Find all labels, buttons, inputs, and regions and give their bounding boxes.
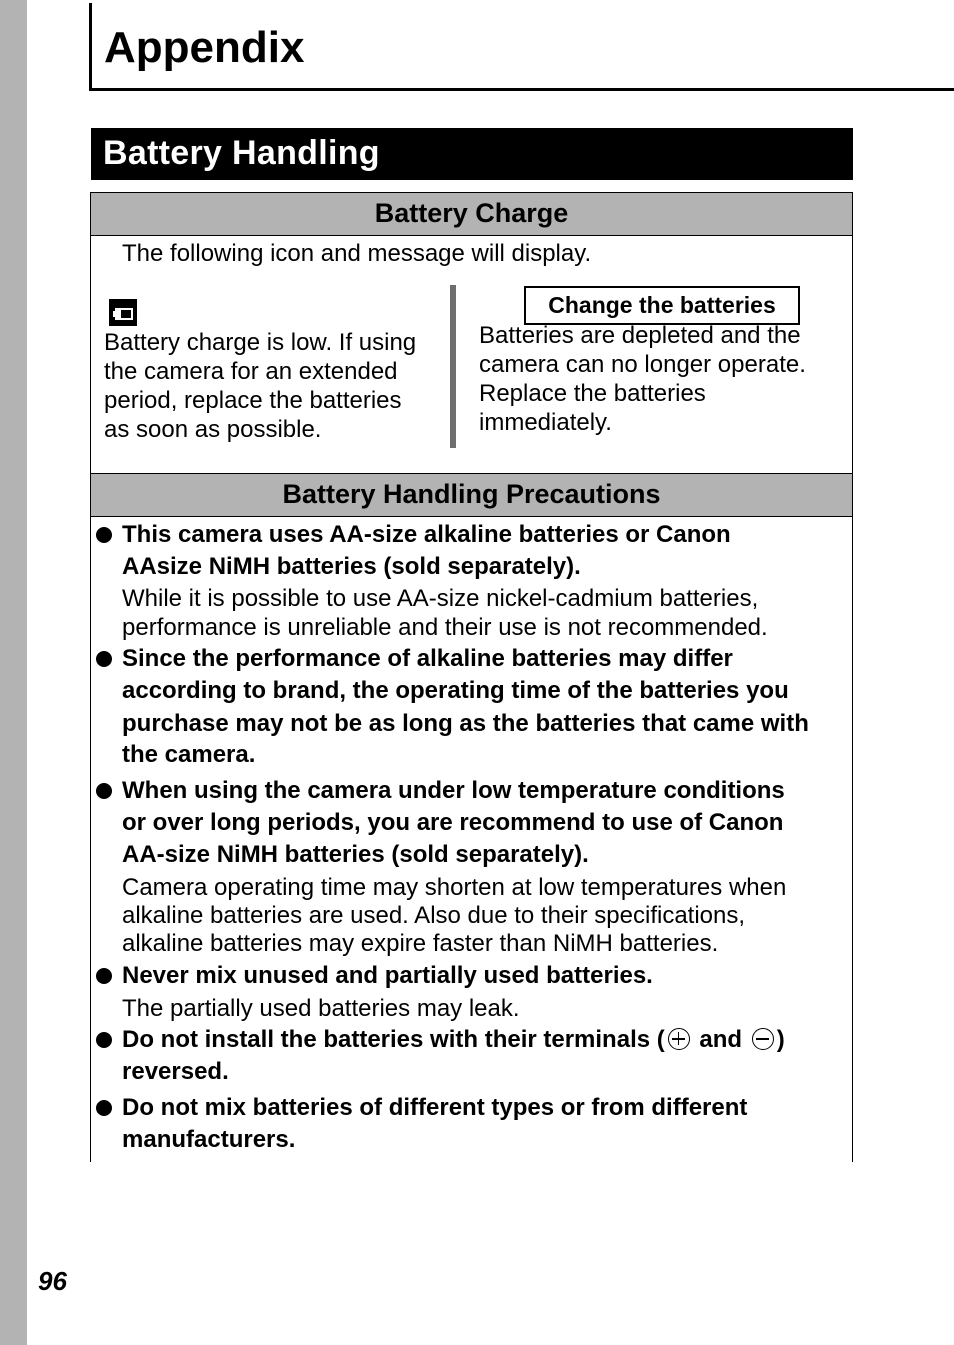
bullet-icon bbox=[96, 968, 112, 984]
precaution-bold-line: according to brand, the operating time of the batteries you bbox=[122, 677, 789, 704]
text-line: camera can no longer operate. bbox=[479, 351, 806, 378]
precaution-note-line: Camera operating time may shorten at low temperatures when bbox=[122, 874, 787, 901]
precaution-note-line: performance is unreliable and their use is not recommended. bbox=[122, 614, 768, 641]
precautions-header: Battery Handling Precautions bbox=[91, 473, 852, 517]
precaution-note-line: alkaline batteries are used. Also due to their specifications, bbox=[122, 902, 746, 929]
column-divider bbox=[450, 285, 456, 448]
battery-charge-header: Battery Charge bbox=[91, 193, 852, 236]
text-line: Replace the batteries bbox=[479, 380, 706, 407]
precaution-bold-line: When using the camera under low temperature conditions bbox=[122, 777, 785, 804]
terminals-text-and: and bbox=[699, 1026, 743, 1053]
precaution-note-line: alkaline batteries may expire faster than NiMH batteries. bbox=[122, 930, 719, 957]
precaution-bold-line: Since the performance of alkaline batteries may differ bbox=[122, 645, 733, 672]
heading-rule-vertical bbox=[89, 3, 92, 91]
chapter-title: Appendix bbox=[104, 23, 305, 72]
precaution-note-line: While it is possible to use AA-size nickel-cadmium batteries, bbox=[122, 585, 759, 612]
terminals-text-end: ) bbox=[776, 1026, 785, 1053]
page-number: 96 bbox=[38, 1266, 67, 1296]
precaution-bold-line: This camera uses AA-size alkaline batteries or Canon bbox=[122, 521, 731, 548]
low-battery-description bbox=[104, 328, 444, 444]
precaution-bold-line: reversed. bbox=[122, 1058, 229, 1085]
bullet-icon bbox=[96, 651, 112, 667]
text-line: as soon as possible. bbox=[104, 416, 322, 443]
section-title: Battery Handling bbox=[103, 134, 380, 172]
text-line: the camera for an extended bbox=[104, 358, 398, 385]
text-line: Batteries are depleted and the bbox=[479, 322, 801, 349]
precaution-note-line: The partially used batteries may leak. bbox=[122, 995, 520, 1022]
precaution-bold-line: AAsize NiMH batteries (sold separately). bbox=[122, 553, 581, 580]
bullet-icon bbox=[96, 783, 112, 799]
precaution-bold-line: Do not mix batteries of different types or from different bbox=[122, 1094, 748, 1121]
precaution-bold-line: AA-size NiMH batteries (sold separately). bbox=[122, 841, 589, 868]
frame-border-right bbox=[852, 192, 853, 1162]
precaution-bold-line: Never mix unused and partially used batteries. bbox=[122, 962, 653, 989]
bullet-icon bbox=[96, 1032, 112, 1048]
text-line: immediately. bbox=[479, 409, 612, 436]
change-batteries-message: Change the batteries bbox=[524, 286, 800, 325]
heading-rule-horizontal bbox=[89, 88, 954, 91]
side-margin-bar bbox=[0, 0, 27, 1345]
bullet-icon bbox=[96, 1100, 112, 1116]
precaution-bold-line: or over long periods, you are recommend to use of Canon bbox=[122, 809, 784, 836]
section-title-bar bbox=[91, 128, 853, 180]
precaution-bold-line bbox=[122, 1024, 785, 1056]
bullet-icon bbox=[96, 527, 112, 543]
depleted-battery-description bbox=[479, 321, 844, 437]
battery-charge-intro: The following icon and message will display. bbox=[122, 240, 592, 267]
precaution-bold-line: manufacturers. bbox=[122, 1126, 296, 1153]
precaution-bold-line: the camera. bbox=[122, 741, 256, 768]
frame-border-left bbox=[90, 192, 91, 1162]
text-line: period, replace the batteries bbox=[104, 387, 402, 414]
minus-terminal-icon bbox=[752, 1028, 774, 1050]
text-line: Battery charge is low. If using bbox=[104, 329, 417, 356]
terminals-text-start: Do not install the batteries with their terminals ( bbox=[122, 1026, 665, 1053]
battery-low-icon bbox=[109, 299, 137, 326]
precaution-bold-line: purchase may not be as long as the batteries that came with bbox=[122, 710, 809, 737]
plus-terminal-icon bbox=[668, 1028, 690, 1050]
